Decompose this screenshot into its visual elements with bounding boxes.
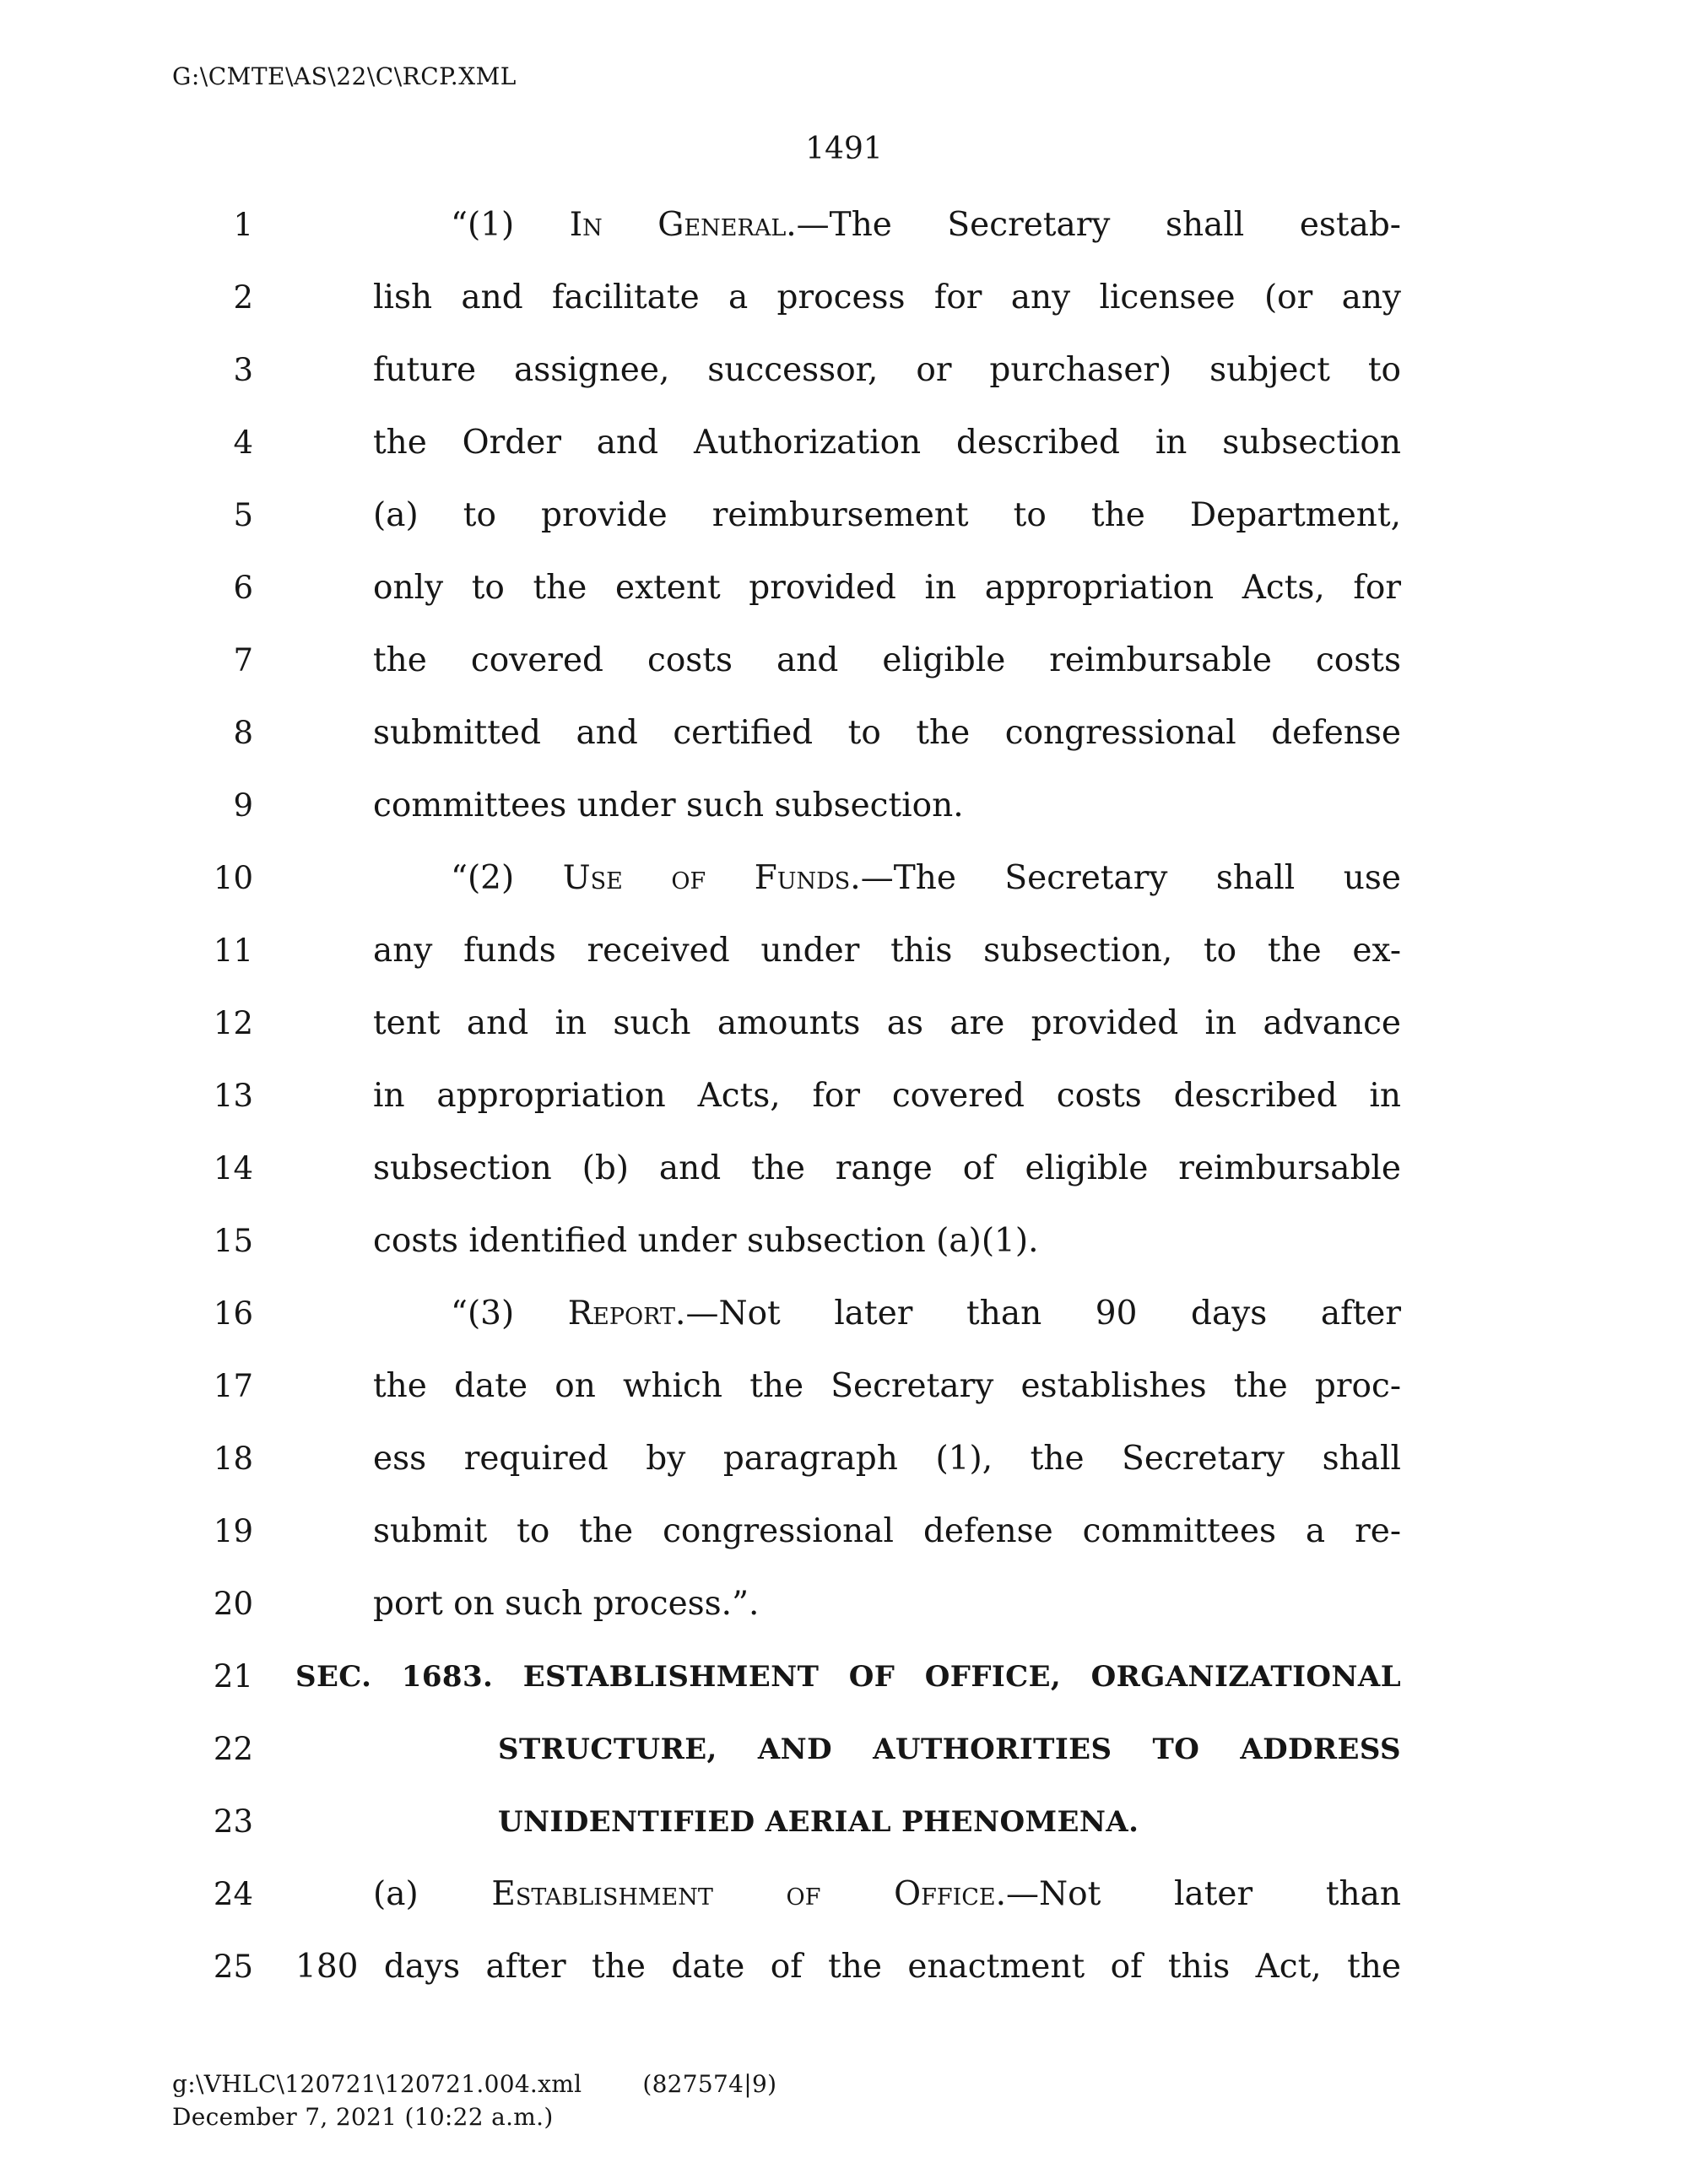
line-number: 19	[213, 1513, 253, 1549]
document-line	[0, 1060, 1688, 1133]
line-number: 16	[213, 1295, 253, 1332]
line-text: subsection (b) and the range of eligible reimbursable	[373, 1149, 1401, 1187]
line-number: 13	[213, 1078, 253, 1114]
line-text: lish and facilitate a process for any licensee (or any	[373, 278, 1401, 316]
line-text: port on such process.”.	[373, 1585, 760, 1623]
footer-doc-code: (827574|9)	[642, 2070, 777, 2098]
line-segment: .—The Secretary shall estab-	[786, 206, 1401, 244]
document-line	[0, 842, 1688, 915]
document-line	[0, 1350, 1688, 1423]
line-text: costs identified under subsection (a)(1).	[373, 1222, 1039, 1260]
document-line	[0, 1423, 1688, 1495]
line-number: 10	[213, 860, 253, 896]
document-line	[0, 1278, 1688, 1350]
line-segment: .—The Secretary shall use	[850, 859, 1401, 897]
small-caps-heading: Establishment of Office	[491, 1875, 996, 1913]
document-line	[0, 1495, 1688, 1568]
document-line	[0, 1858, 1688, 1931]
document-line	[0, 1931, 1688, 2003]
line-number: 25	[213, 1949, 253, 1985]
bill-text-body	[0, 189, 1688, 2003]
line-text: submitted and certified to the congressional defense	[373, 714, 1401, 752]
document-line	[0, 987, 1688, 1060]
line-number: 24	[213, 1876, 253, 1912]
line-number: 18	[213, 1441, 253, 1477]
line-text	[295, 1858, 1401, 1931]
small-caps-heading: In General	[569, 206, 787, 244]
line-number: 3	[233, 352, 253, 388]
line-number: 4	[233, 424, 253, 461]
footer-line-1	[172, 2068, 776, 2100]
document-line	[0, 262, 1688, 334]
line-text: ess required by paragraph (1), the Secretary shall	[373, 1440, 1401, 1478]
line-number: 21	[213, 1658, 253, 1695]
line-number: 11	[213, 933, 253, 969]
line-number: 20	[213, 1586, 253, 1622]
line-text: in appropriation Acts, for covered costs described in	[373, 1077, 1401, 1115]
document-line	[0, 189, 1688, 262]
line-text: the date on which the Secretary establishes the proc-	[373, 1367, 1401, 1405]
section-heading-line: UNIDENTIFIED AERIAL PHENOMENA.	[498, 1805, 1139, 1839]
document-line	[0, 624, 1688, 697]
document-line	[0, 1133, 1688, 1205]
header-file-reference: G:\CMTE\AS\22\C\RCP.XML	[172, 62, 517, 90]
line-text: tent and in such amounts as are provided in advance	[373, 1004, 1401, 1042]
document-line	[0, 697, 1688, 770]
line-text: committees under such subsection.	[373, 787, 964, 824]
document-line	[0, 915, 1688, 987]
line-text: submit to the congressional defense committees a re-	[373, 1512, 1401, 1550]
line-number: 1	[233, 207, 253, 243]
document-line	[0, 407, 1688, 479]
document-footer	[172, 2068, 776, 2133]
line-text: any funds received under this subsection, to the ex-	[373, 932, 1401, 970]
document-line	[0, 552, 1688, 624]
line-number: 5	[233, 497, 253, 533]
section-heading-line: SEC. 1683. ESTABLISHMENT OF OFFICE, ORGANIZATIONAL	[295, 1660, 1401, 1694]
line-text: only to the extent provided in appropriation Acts, for	[373, 569, 1401, 607]
document-line	[0, 1205, 1688, 1278]
line-number: 8	[233, 715, 253, 751]
line-text: the covered costs and eligible reimbursable costs	[373, 641, 1401, 679]
line-segment: “(2)	[451, 859, 563, 897]
line-number: 7	[233, 642, 253, 678]
footer-file-path: g:\VHLC\120721\120721.004.xml	[172, 2070, 582, 2098]
line-text	[295, 1278, 1401, 1350]
line-text: 180 days after the date of the enactment of this Act, the	[295, 1948, 1401, 1986]
line-segment: .—Not later than	[995, 1875, 1401, 1913]
line-segment: (a)	[373, 1875, 492, 1913]
line-number: 22	[213, 1731, 253, 1767]
document-line	[0, 1786, 1688, 1858]
line-text: (a) to provide reimbursement to the Department,	[373, 496, 1401, 534]
line-number: 9	[233, 787, 253, 824]
line-segment: “(1)	[451, 206, 570, 244]
line-number: 23	[213, 1803, 253, 1840]
document-line	[0, 479, 1688, 552]
line-text	[295, 842, 1401, 915]
small-caps-heading: Report	[567, 1295, 676, 1333]
document-line	[0, 334, 1688, 407]
document-line	[0, 1568, 1688, 1641]
line-number: 12	[213, 1005, 253, 1041]
line-number: 15	[213, 1223, 253, 1259]
document-line	[0, 770, 1688, 842]
document-line	[0, 1713, 1688, 1786]
section-heading-line: STRUCTURE, AND AUTHORITIES TO ADDRESS	[498, 1733, 1401, 1766]
line-text	[295, 189, 1401, 262]
line-text: the Order and Authorization described in subsection	[373, 424, 1401, 462]
line-number: 6	[233, 570, 253, 606]
document-line	[0, 1641, 1688, 1713]
small-caps-heading: Use of Funds	[562, 859, 851, 897]
footer-date-line: December 7, 2021 (10:22 a.m.)	[172, 2103, 554, 2131]
line-segment: “(3)	[451, 1295, 568, 1333]
line-segment: .—Not later than 90 days after	[675, 1295, 1401, 1333]
line-number: 17	[213, 1368, 253, 1404]
line-number: 2	[233, 279, 253, 316]
line-text: future assignee, successor, or purchaser) subject to	[373, 351, 1401, 389]
page-number: 1491	[805, 132, 883, 166]
line-number: 14	[213, 1150, 253, 1187]
